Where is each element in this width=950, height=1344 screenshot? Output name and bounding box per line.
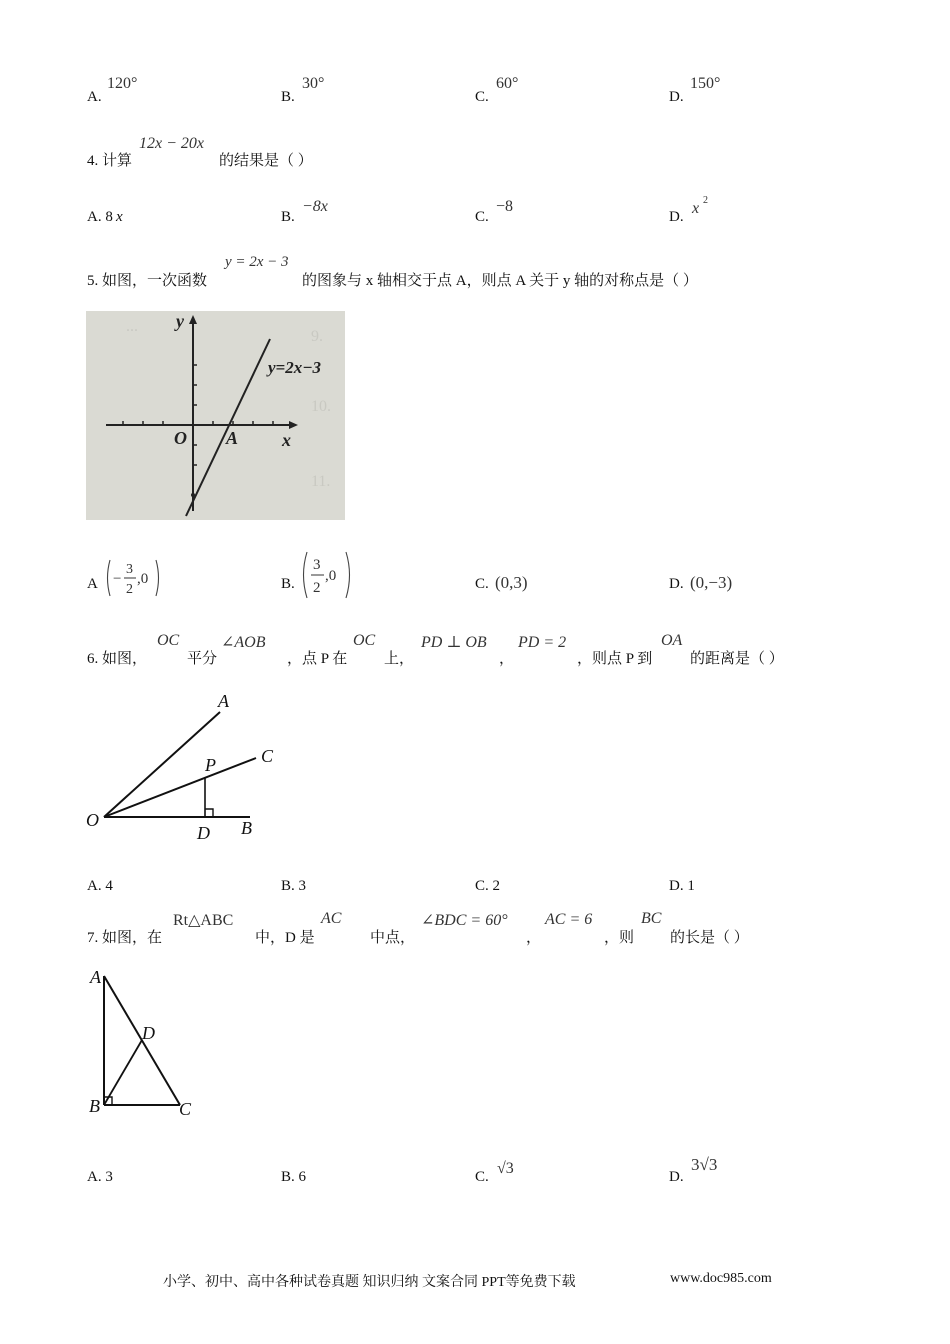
fig7-label-b: B [89,1096,100,1116]
graph-origin-label: O [174,428,187,448]
q7-triangle: Rt△ABC [173,912,234,929]
q6-option-d: D. 1 [669,878,695,894]
q7-comma: ， [526,930,542,946]
q5-a-tail: ,0 [137,571,149,587]
q5-expression: y = 2x − 3 [225,254,289,270]
q7-option-d-value: 3√3 [691,1155,718,1174]
q5-option-c-value: (0,3) [495,573,528,592]
graph-y-axis-label: y [176,311,184,331]
q6-figure [80,688,290,848]
q5-prefix: 5. 如图，一次函数 [87,273,208,289]
q5-a-denominator: 2 [126,582,133,597]
fig6-label-d: D [197,823,210,843]
footer-text: 小学、初中、高中各种试卷真题 知识归纳 文案合同 PPT等免费下载 [163,1275,576,1290]
q3-option-a-label: A. [87,89,102,105]
q6-text-4: ，则点 P 到 [577,651,653,667]
q3-option-c-value: 60° [496,75,519,92]
q4-prefix: 4. 计算 [87,153,133,169]
q7-ac: AC [321,910,342,927]
q7-figure [82,962,212,1122]
q5-option-d-value: (0,−3) [690,573,733,592]
q5-option-d-label: D. [669,576,684,592]
graph-point-a-label: A [226,428,239,448]
q7-text-2: 中点， [370,930,416,946]
q4-option-d-base: x [692,200,700,217]
q6-option-c: C. 2 [475,878,501,894]
svg-text:11.: 11. [311,473,331,490]
q7-option-a: A. 3 [87,1169,113,1185]
q7-option-d-label: D. [669,1169,684,1185]
fig6-label-p: P [205,755,216,775]
q6-oc-1: OC [157,632,180,649]
q6-text-5: 的距离是（ ） [690,651,784,667]
svg-text:9.: 9. [311,328,323,345]
q3-option-a-value: 120° [107,75,138,92]
q5-b-denominator: 2 [313,580,321,596]
q6-text-3: 上， [384,651,415,667]
q6-oc-2: OC [353,632,376,649]
fig6-label-a: A [218,691,229,711]
q6-text-1: 平分 [187,651,218,667]
q5-option-b-value [300,550,360,600]
q6-option-a: A. 4 [87,878,113,894]
q6-text-2: ，点 P 在 [287,651,348,667]
q7-text-3: ，则 [604,930,635,946]
q3-option-b-label: B. [281,89,295,105]
q7-text-1: 中，D 是 [255,930,315,946]
svg-text:10.: 10. [311,398,331,415]
q5-b-numerator: 3 [313,557,321,573]
q6-option-b: B. 3 [281,878,307,894]
q3-option-c-label: C. [475,89,489,105]
q4-option-c-value: −8 [496,198,514,215]
q5-a-numerator: 3 [126,562,133,577]
fig7-label-a: A [90,967,101,987]
q4-option-b-value: −8x [302,198,328,215]
q4-option-c-label: C. [475,209,489,225]
q4-option-a-var: x [116,209,123,225]
q3-option-d-label: D. [669,89,684,105]
q5-option-a-value [104,556,166,600]
q5-option-a-label: A [87,576,98,592]
graph-line-label: y=2x−3 [268,358,322,377]
q7-text-4: 的长是（ ） [670,930,749,946]
q4-option-b-label: B. [281,209,295,225]
q6-angle: ∠AOB [221,634,266,651]
fig6-label-b: B [241,818,252,838]
q6-oa: OA [661,632,683,649]
svg-text:...: ... [126,318,138,335]
svg-text:−: − [113,571,122,587]
q6-pd-value: PD = 2 [518,634,567,651]
fig6-label-c: C [261,746,274,766]
q6-comma: ， [499,651,515,667]
fig6-label-o: O [86,810,99,830]
q5-suffix: 的图象与 x 轴相交于点 A，则点 A 关于 y 轴的对称点是（ ） [302,273,698,289]
q6-perpendicular: PD ⊥ OB [421,634,487,651]
footer-link[interactable]: www.doc985.com [670,1271,772,1286]
q7-ac-value: AC = 6 [545,911,593,928]
graph-x-axis-label: x [282,430,291,450]
q3-option-d-value: 150° [690,75,721,92]
q4-option-d-label: D. [669,209,684,225]
q7-option-c-label: C. [475,1169,489,1185]
q6-prefix: 6. 如图， [87,651,148,667]
q3-option-b-value: 30° [302,75,325,92]
q4-suffix: 的结果是（ ） [219,153,313,169]
q7-angle: ∠BDC = 60° [421,912,508,929]
q5-option-c-label: C. [475,576,489,592]
q4-option-d-exponent: 2 [703,195,708,206]
fig7-label-c: C [179,1099,192,1119]
q7-option-b: B. 6 [281,1169,307,1185]
q4-option-a-label: A. 8 [87,209,113,225]
q7-prefix: 7. 如图，在 [87,930,163,946]
q7-option-c-value: √3 [497,1160,514,1177]
q5-graph-photo [86,311,345,520]
q5-option-b-label: B. [281,576,295,592]
q5-b-tail: ,0 [325,568,337,584]
q4-expression: 12x − 20x [139,135,204,152]
fig7-label-d: D [142,1023,155,1043]
q7-bc: BC [641,910,662,927]
